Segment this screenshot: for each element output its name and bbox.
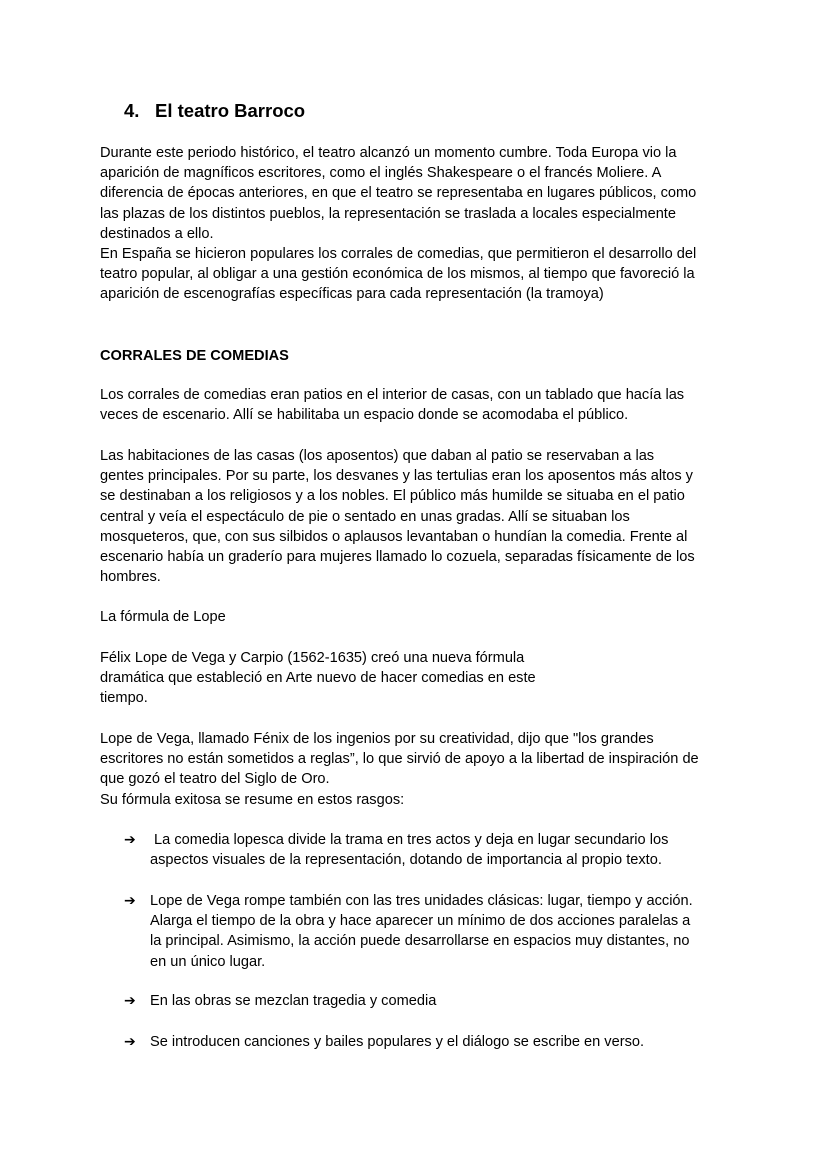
lope-heading bbox=[100, 607, 740, 627]
lope-paragraph-1 bbox=[100, 648, 740, 709]
text-line: La fórmula de Lope bbox=[100, 609, 226, 625]
section-heading bbox=[124, 99, 305, 123]
list-item-text bbox=[150, 830, 668, 870]
text-line: En España se hicieron populares los corrales de comedias, que permitieron el desarrollo del bbox=[100, 246, 697, 263]
text-line: Lope de Vega, llamado Fénix de los ingenios por su creatividad, dijo que "los grandes bbox=[100, 731, 654, 747]
text-line: Félix Lope de Vega y Carpio (1562-1635) creó una nueva fórmula bbox=[100, 650, 525, 666]
text-line: destinados a ello. bbox=[100, 225, 214, 242]
text-line: Lope de Vega rompe también con las tres unidades clásicas: lugar, tiempo y acción. bbox=[150, 893, 693, 909]
text-line: aspectos visuales de la representación, dotando de importancia al propio texto. bbox=[150, 852, 662, 869]
text-line: central y veía el espectáculo de pie o sentado en unas gradas. Allí se situaban los bbox=[100, 508, 630, 525]
text-line: gentes principales. Por su parte, los desvanes y las tertulias eran los aposentos más altos y bbox=[100, 468, 693, 485]
text-line: En las obras se mezclan tragedia y comedia bbox=[150, 993, 437, 1009]
text-line: que gozó el teatro del Siglo de Oro. bbox=[100, 771, 330, 788]
corrales-heading: CORRALES DE COMEDIAS bbox=[100, 348, 289, 364]
arrow-bullet-icon: ➔ bbox=[124, 832, 136, 848]
intro-paragraph bbox=[100, 143, 740, 305]
arrow-bullet-icon: ➔ bbox=[124, 993, 136, 1009]
arrow-bullet-icon: ➔ bbox=[124, 893, 136, 909]
text-line: en un único lugar. bbox=[150, 953, 266, 970]
arrow-bullet-icon: ➔ bbox=[124, 1034, 136, 1050]
text-line: aparición de magníficos escritores, como el inglés Shakespeare o el francés Moliere. A bbox=[100, 165, 662, 182]
text-line: mosqueteros, que, con sus silbidos o aplausos levantaban o hundían la comedia. Frente al bbox=[100, 528, 688, 545]
text-line: escenario había un graderío para mujeres llamado lo cozuela, separadas físicamente de los bbox=[100, 549, 695, 566]
text-line: diferencia de épocas anteriores, en que el teatro se representaba en lugares públicos, como bbox=[100, 185, 697, 202]
text-line: Las habitaciones de las casas (los aposentos) que daban al patio se reservaban a las bbox=[100, 448, 655, 464]
section-number: 4. bbox=[124, 100, 140, 121]
lope-paragraph-2 bbox=[100, 729, 740, 810]
text-line: se destinaban a los religiosos y a los nobles. El público más humilde se situaba en el patio bbox=[100, 488, 685, 505]
text-line: las plazas de los distintos pueblos, la representación se traslada a locales especialmente bbox=[100, 205, 676, 222]
text-line: Alarga el tiempo de la obra y hace aparecer un mínimo de dos acciones paralelas a bbox=[150, 913, 691, 930]
text-line: la principal. Asimismo, la acción puede desarrollarse en espacios muy distantes, no bbox=[150, 933, 690, 950]
text-line: Durante este periodo histórico, el teatro alcanzó un momento cumbre. Toda Europa vio la bbox=[100, 145, 677, 161]
list-item-text bbox=[150, 1032, 644, 1052]
text-line: aparición de escenografías específicas para cada representación (la tramoya) bbox=[100, 286, 604, 303]
section-title: El teatro Barroco bbox=[155, 100, 306, 121]
text-line: tiempo. bbox=[100, 690, 148, 707]
text-line: dramática que estableció en Arte nuevo de hacer comedias en este bbox=[100, 670, 536, 687]
corrales-paragraph-2 bbox=[100, 446, 740, 587]
text-line: Su fórmula exitosa se resume en estos rasgos: bbox=[100, 791, 405, 808]
text-line: escritores no están sometidos a reglas”, lo que sirvió de apoyo a la libertad de inspiración de bbox=[100, 751, 699, 768]
text-line: Los corrales de comedias eran patios en el interior de casas, con un tablado que hacía las bbox=[100, 387, 685, 403]
list-item-text bbox=[150, 891, 693, 972]
list-item-text bbox=[150, 991, 436, 1011]
text-line: veces de escenario. Allí se habilitaba un espacio donde se acomodaba el público. bbox=[100, 407, 629, 424]
text-line: Se introducen canciones y bailes populares y el diálogo se escribe en verso. bbox=[150, 1034, 645, 1050]
corrales-paragraph-1 bbox=[100, 385, 740, 425]
text-line: hombres. bbox=[100, 569, 161, 586]
text-line: La comedia lopesca divide la trama en tres actos y deja en lugar secundario los bbox=[150, 832, 669, 848]
text-line: teatro popular, al obligar a una gestión económica de los mismos, al tiempo que favoreció la bbox=[100, 266, 695, 283]
